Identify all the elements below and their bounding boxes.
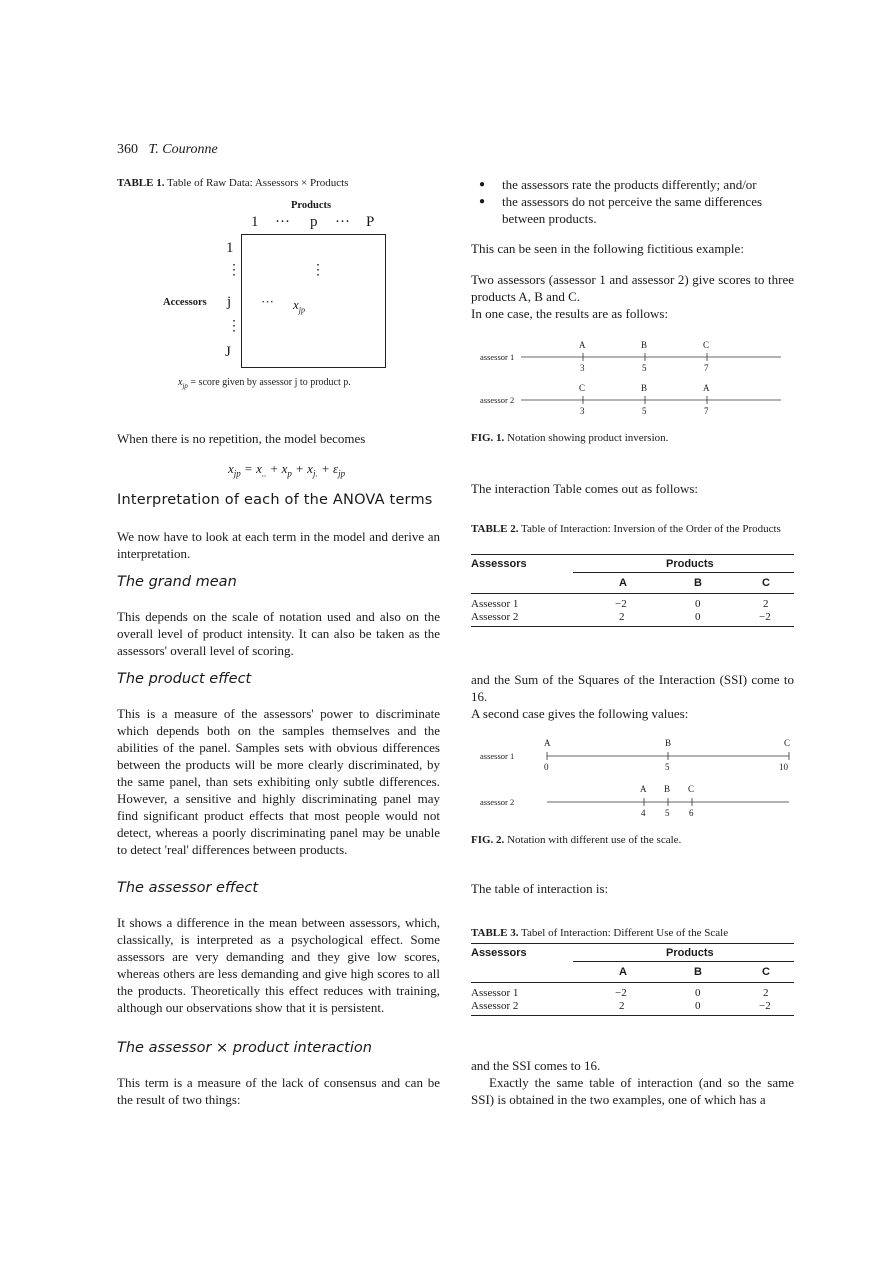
table3-cell: 2 bbox=[619, 1000, 625, 1012]
table3-cell: 0 bbox=[695, 1000, 701, 1012]
table2-header-assessors: Assessors bbox=[471, 558, 527, 570]
table1-row-label: j bbox=[227, 294, 232, 310]
bullet-list bbox=[471, 176, 794, 227]
table1-row-label: J bbox=[225, 344, 231, 360]
paragraph: A second case gives the following values: bbox=[471, 706, 689, 721]
fig1-a2-score: 5 bbox=[642, 406, 647, 416]
table1-row-label: ⋮ bbox=[227, 319, 241, 334]
table3-col-product: B bbox=[694, 966, 702, 978]
fig1-a1-score: 7 bbox=[704, 363, 709, 373]
subsection-heading: The assessor effect bbox=[117, 880, 259, 896]
fig1-a2-product: B bbox=[641, 383, 648, 393]
table2-col-product: C bbox=[762, 577, 770, 589]
paragraph: This term is a measure of the lack of consensus and can be the result of two things: bbox=[117, 1075, 440, 1107]
fig2-a1-score: 5 bbox=[665, 762, 670, 772]
table1-cell-symbol: $x_{jp}$ bbox=[293, 297, 306, 315]
fig2-a2-score: 6 bbox=[689, 808, 694, 818]
fig2-a2-product: C bbox=[688, 784, 695, 794]
table1-diagram bbox=[117, 196, 440, 396]
table1-row-label: 1 bbox=[226, 240, 234, 256]
table2-row-name: Assessor 2 bbox=[471, 611, 519, 623]
table2 bbox=[471, 554, 794, 627]
table3-header-assessors: Assessors bbox=[471, 947, 527, 959]
list-item: ● the assessors do not perceive the same differences between products. bbox=[471, 193, 794, 227]
table1-products-heading: Products bbox=[291, 200, 332, 211]
table2-header-products: Products bbox=[666, 558, 714, 570]
subsection-heading: The grand mean bbox=[117, 574, 237, 590]
fig1-a2-score: 3 bbox=[580, 406, 585, 416]
paragraph: The interaction Table comes out as follows: bbox=[471, 481, 699, 496]
table2-cell: −2 bbox=[759, 611, 771, 623]
fig2-a2-product: A bbox=[640, 784, 647, 794]
table3-header-products: Products bbox=[666, 947, 714, 959]
table3-cell: 0 bbox=[695, 987, 701, 999]
assessor1-label: assessor 1 bbox=[480, 352, 515, 362]
table1-col-label: ··· bbox=[335, 214, 350, 230]
fig1-a1-score: 5 bbox=[642, 363, 647, 373]
fig1-a1-score: 3 bbox=[580, 363, 585, 373]
table1-col-label: P bbox=[366, 214, 375, 230]
fig2-a2-product: B bbox=[664, 784, 671, 794]
fig2-a2-score: 5 bbox=[665, 808, 670, 818]
figure-1 bbox=[471, 340, 794, 420]
paragraph: Exactly the same table of interaction (and so the same SSI) is obtained in the two examples, one of which has a bbox=[471, 1075, 794, 1107]
table1-row-label: ⋮ bbox=[227, 263, 241, 278]
table2-row-name: Assessor 1 bbox=[471, 598, 519, 610]
table1-cell-hdots: ··· bbox=[261, 294, 274, 309]
fig2-a2-score: 4 bbox=[641, 808, 646, 818]
fig1-a1-product: B bbox=[641, 340, 648, 350]
paragraph: This depends on the scale of notation used and also on the overall level of product intensity. It can also be taken as the assessors' overall level of scoring. bbox=[117, 609, 440, 658]
table3 bbox=[471, 943, 794, 1016]
section-heading: Interpretation of each of the ANOVA terms bbox=[117, 492, 433, 508]
table1-caption: TABLE 1. Table of Raw Data: Assessors × Products bbox=[117, 177, 349, 189]
paragraph: We now have to look at each term in the model and derive an interpretation. bbox=[117, 529, 440, 561]
table2-cell: 2 bbox=[763, 598, 769, 610]
model-formula: $x_{jp} = x_{..} + x_p + x_{j.} + \varepsilon_{jp}$ bbox=[228, 461, 346, 479]
paragraph: This can be seen in the following fictitious example: bbox=[471, 241, 744, 256]
table1-col-label: ··· bbox=[275, 214, 290, 230]
list-item: ● the assessors rate the products differently; and/or bbox=[471, 176, 794, 193]
paragraph: and the Sum of the Squares of the Interaction (SSI) come to 16. bbox=[471, 672, 794, 704]
table2-col-product: B bbox=[694, 577, 702, 589]
fig1-a2-product: C bbox=[579, 383, 586, 393]
table1-cell-vdots: ⋮ bbox=[311, 263, 325, 278]
figure-1-scales bbox=[471, 340, 794, 420]
fig1-a2-score: 7 bbox=[704, 406, 709, 416]
table1-footnote: $x_{jp}$ = score given by assessor j to product p. bbox=[178, 377, 351, 390]
fig2-a1-score: 10 bbox=[779, 762, 788, 772]
table2-cell: 2 bbox=[619, 611, 625, 623]
paragraph: In one case, the results are as follows: bbox=[471, 306, 669, 321]
table2-cell: −2 bbox=[615, 598, 627, 610]
table3-cell: −2 bbox=[615, 987, 627, 999]
table3-caption: TABLE 3. Tabel of Interaction: Different Use of the Scale bbox=[471, 927, 729, 939]
page-number: 360 bbox=[117, 142, 138, 157]
paragraph: When there is no repetition, the model becomes bbox=[117, 431, 366, 446]
fig2-a1-product: C bbox=[784, 738, 791, 748]
paragraph: Two assessors (assessor 1 and assessor 2) give scores to three products A, B and C. bbox=[471, 272, 794, 304]
figure-2 bbox=[471, 736, 794, 822]
fig2-a1-product: A bbox=[544, 738, 551, 748]
assessor2-label: assessor 2 bbox=[480, 797, 515, 807]
table3-row-name: Assessor 2 bbox=[471, 1000, 519, 1012]
figure-2-scales bbox=[471, 736, 794, 822]
table2-caption: TABLE 2. Table of Interaction: Inversion of the Order of the Products bbox=[471, 523, 781, 535]
fig2-a1-product: B bbox=[665, 738, 672, 748]
paragraph: The table of interaction is: bbox=[471, 881, 609, 896]
table3-cell: −2 bbox=[759, 1000, 771, 1012]
paragraph: This is a measure of the assessors' power to discriminate which depends both on the samples themselves and the abilities of the panel. Samples sets with obvious differences between the products will be more clearly discriminated, by the same panel, than sets exhibiting only subtle differences. However, a sensitive and highly discriminating panel may find significant product effects that most people would not detect, whereas a poorly discriminating panel may be unable to detect 'real' differences between products. bbox=[117, 706, 440, 857]
subsection-heading: The product effect bbox=[117, 671, 252, 687]
running-header bbox=[117, 142, 218, 158]
fig2-a1-score: 0 bbox=[544, 762, 549, 772]
table3-row-name: Assessor 1 bbox=[471, 987, 519, 999]
table1-col-label: 1 bbox=[251, 214, 259, 230]
table2-col-product: A bbox=[619, 577, 627, 589]
fig1-a1-product: A bbox=[579, 340, 586, 350]
table2-cell: 0 bbox=[695, 611, 701, 623]
assessor2-label: assessor 2 bbox=[480, 395, 515, 405]
table1-rows-heading: Accessors bbox=[163, 297, 207, 308]
figure-2-caption: FIG. 2. Notation with different use of the scale. bbox=[471, 834, 682, 846]
table3-col-product: C bbox=[762, 966, 770, 978]
paragraph: and the SSI comes to 16. bbox=[471, 1058, 601, 1073]
subsection-heading: The assessor × product interaction bbox=[117, 1040, 372, 1056]
table3-col-product: A bbox=[619, 966, 627, 978]
fig1-a1-product: C bbox=[703, 340, 710, 350]
assessor1-label: assessor 1 bbox=[480, 751, 515, 761]
running-author: T. Couronne bbox=[148, 142, 218, 157]
figure-1-caption: FIG. 1. Notation showing product inversion. bbox=[471, 432, 669, 444]
fig1-a2-product: A bbox=[703, 383, 710, 393]
table1-col-label: p bbox=[310, 214, 318, 230]
table2-cell: 0 bbox=[695, 598, 701, 610]
paragraph: It shows a difference in the mean between assessors, which, classically, is interpreted as a psychological effect. Some assessors are very demanding and they give low scores, whereas others are less demanding and give high scores to all the products. Theoretically this effect reduces with training, although our observations show that it is persistent. bbox=[117, 915, 440, 1015]
table3-cell: 2 bbox=[763, 987, 769, 999]
